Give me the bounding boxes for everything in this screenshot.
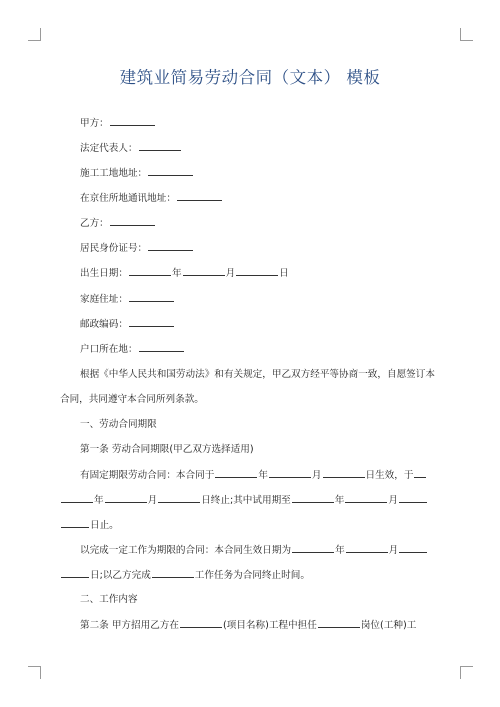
blank-birth-month[interactable]	[183, 266, 225, 276]
field-legal-rep: 法定代表人：	[80, 141, 182, 155]
fixed-term-line-2: 年 月 日终止;其中试用期至 年 月	[60, 493, 428, 507]
blank-probation-month[interactable]	[345, 493, 387, 503]
fixed-term-line-3: 日止。	[60, 518, 119, 532]
blank-project-name[interactable]	[180, 618, 222, 628]
blank-birth-year[interactable]	[129, 266, 171, 276]
blank-hukou[interactable]	[139, 342, 184, 352]
blank-start-year[interactable]	[215, 468, 257, 478]
blank-party-a[interactable]	[110, 116, 155, 126]
corner-mark-bottom-right	[460, 666, 473, 679]
blank-site-address[interactable]	[148, 166, 193, 176]
blank-probation-day-start[interactable]	[399, 493, 427, 503]
blank-task-year[interactable]	[292, 543, 334, 553]
blank-end-day[interactable]	[158, 493, 200, 503]
blank-id-number[interactable]	[148, 241, 193, 251]
blank-task-name[interactable]	[152, 568, 194, 578]
field-party-b: 乙方：	[80, 216, 156, 230]
section2-heading: 二、工作内容	[80, 594, 138, 605]
blank-task-month[interactable]	[346, 543, 388, 553]
blank-probation-year[interactable]	[292, 493, 334, 503]
blank-legal-rep[interactable]	[139, 141, 181, 151]
intro-paragraph: 根据《中华人民共和国劳动法》和有关规定，甲乙双方经平等协商一致，自愿签订本合同，共同遵守本合同所列条款。	[60, 369, 435, 405]
field-beijing-address: 在京住所地通讯地址：	[80, 191, 223, 205]
blank-start-month[interactable]	[269, 468, 311, 478]
blank-task-day-start[interactable]	[399, 543, 427, 553]
document-title: 建筑业简易劳动合同（文本） 模板	[119, 68, 381, 87]
blank-beijing-address[interactable]	[177, 191, 222, 201]
field-home-address: 家庭住址：	[80, 292, 175, 306]
field-birth-date: 出生日期： 年 月 日	[80, 268, 289, 279]
blank-probation-day[interactable]	[61, 518, 89, 528]
field-id-number: 居民身份证号：	[80, 241, 194, 255]
blank-party-b[interactable]	[110, 216, 155, 226]
blank-position[interactable]	[318, 618, 360, 628]
blank-task-day[interactable]	[61, 568, 89, 578]
field-party-a: 甲方：	[80, 116, 156, 130]
blank-end-year-start[interactable]	[414, 468, 426, 478]
field-site-address: 施工工地地址：	[80, 166, 194, 180]
article2-line: 第二条 甲方招用乙方在 (项目名称)工程中担任 岗位(工种)工	[80, 620, 417, 631]
blank-home-address[interactable]	[129, 292, 174, 302]
corner-mark-top-left	[28, 28, 41, 41]
task-term-line-1: 以完成一定工作为期限的合同：本合同生效日期为 年 月	[80, 543, 428, 557]
blank-postal-code[interactable]	[129, 317, 174, 327]
section1-heading: 一、劳动合同期限	[80, 419, 157, 430]
blank-birth-day[interactable]	[236, 266, 278, 276]
blank-end-year[interactable]	[61, 493, 93, 503]
fixed-term-line-1: 有固定期限劳动合同：本合同于 年 月 日生效，于	[80, 468, 427, 482]
corner-mark-bottom-left	[28, 666, 41, 679]
article1-heading: 第一条 劳动合同期限(甲乙双方选择适用)	[80, 444, 254, 455]
blank-start-day[interactable]	[323, 468, 365, 478]
task-term-line-2: 日;以乙方完成 工作任务为合同终止时间。	[60, 568, 310, 582]
corner-mark-top-right	[460, 28, 473, 41]
blank-end-month[interactable]	[105, 493, 147, 503]
field-hukou: 户口所在地：	[80, 342, 185, 356]
field-postal-code: 邮政编码：	[80, 317, 175, 331]
